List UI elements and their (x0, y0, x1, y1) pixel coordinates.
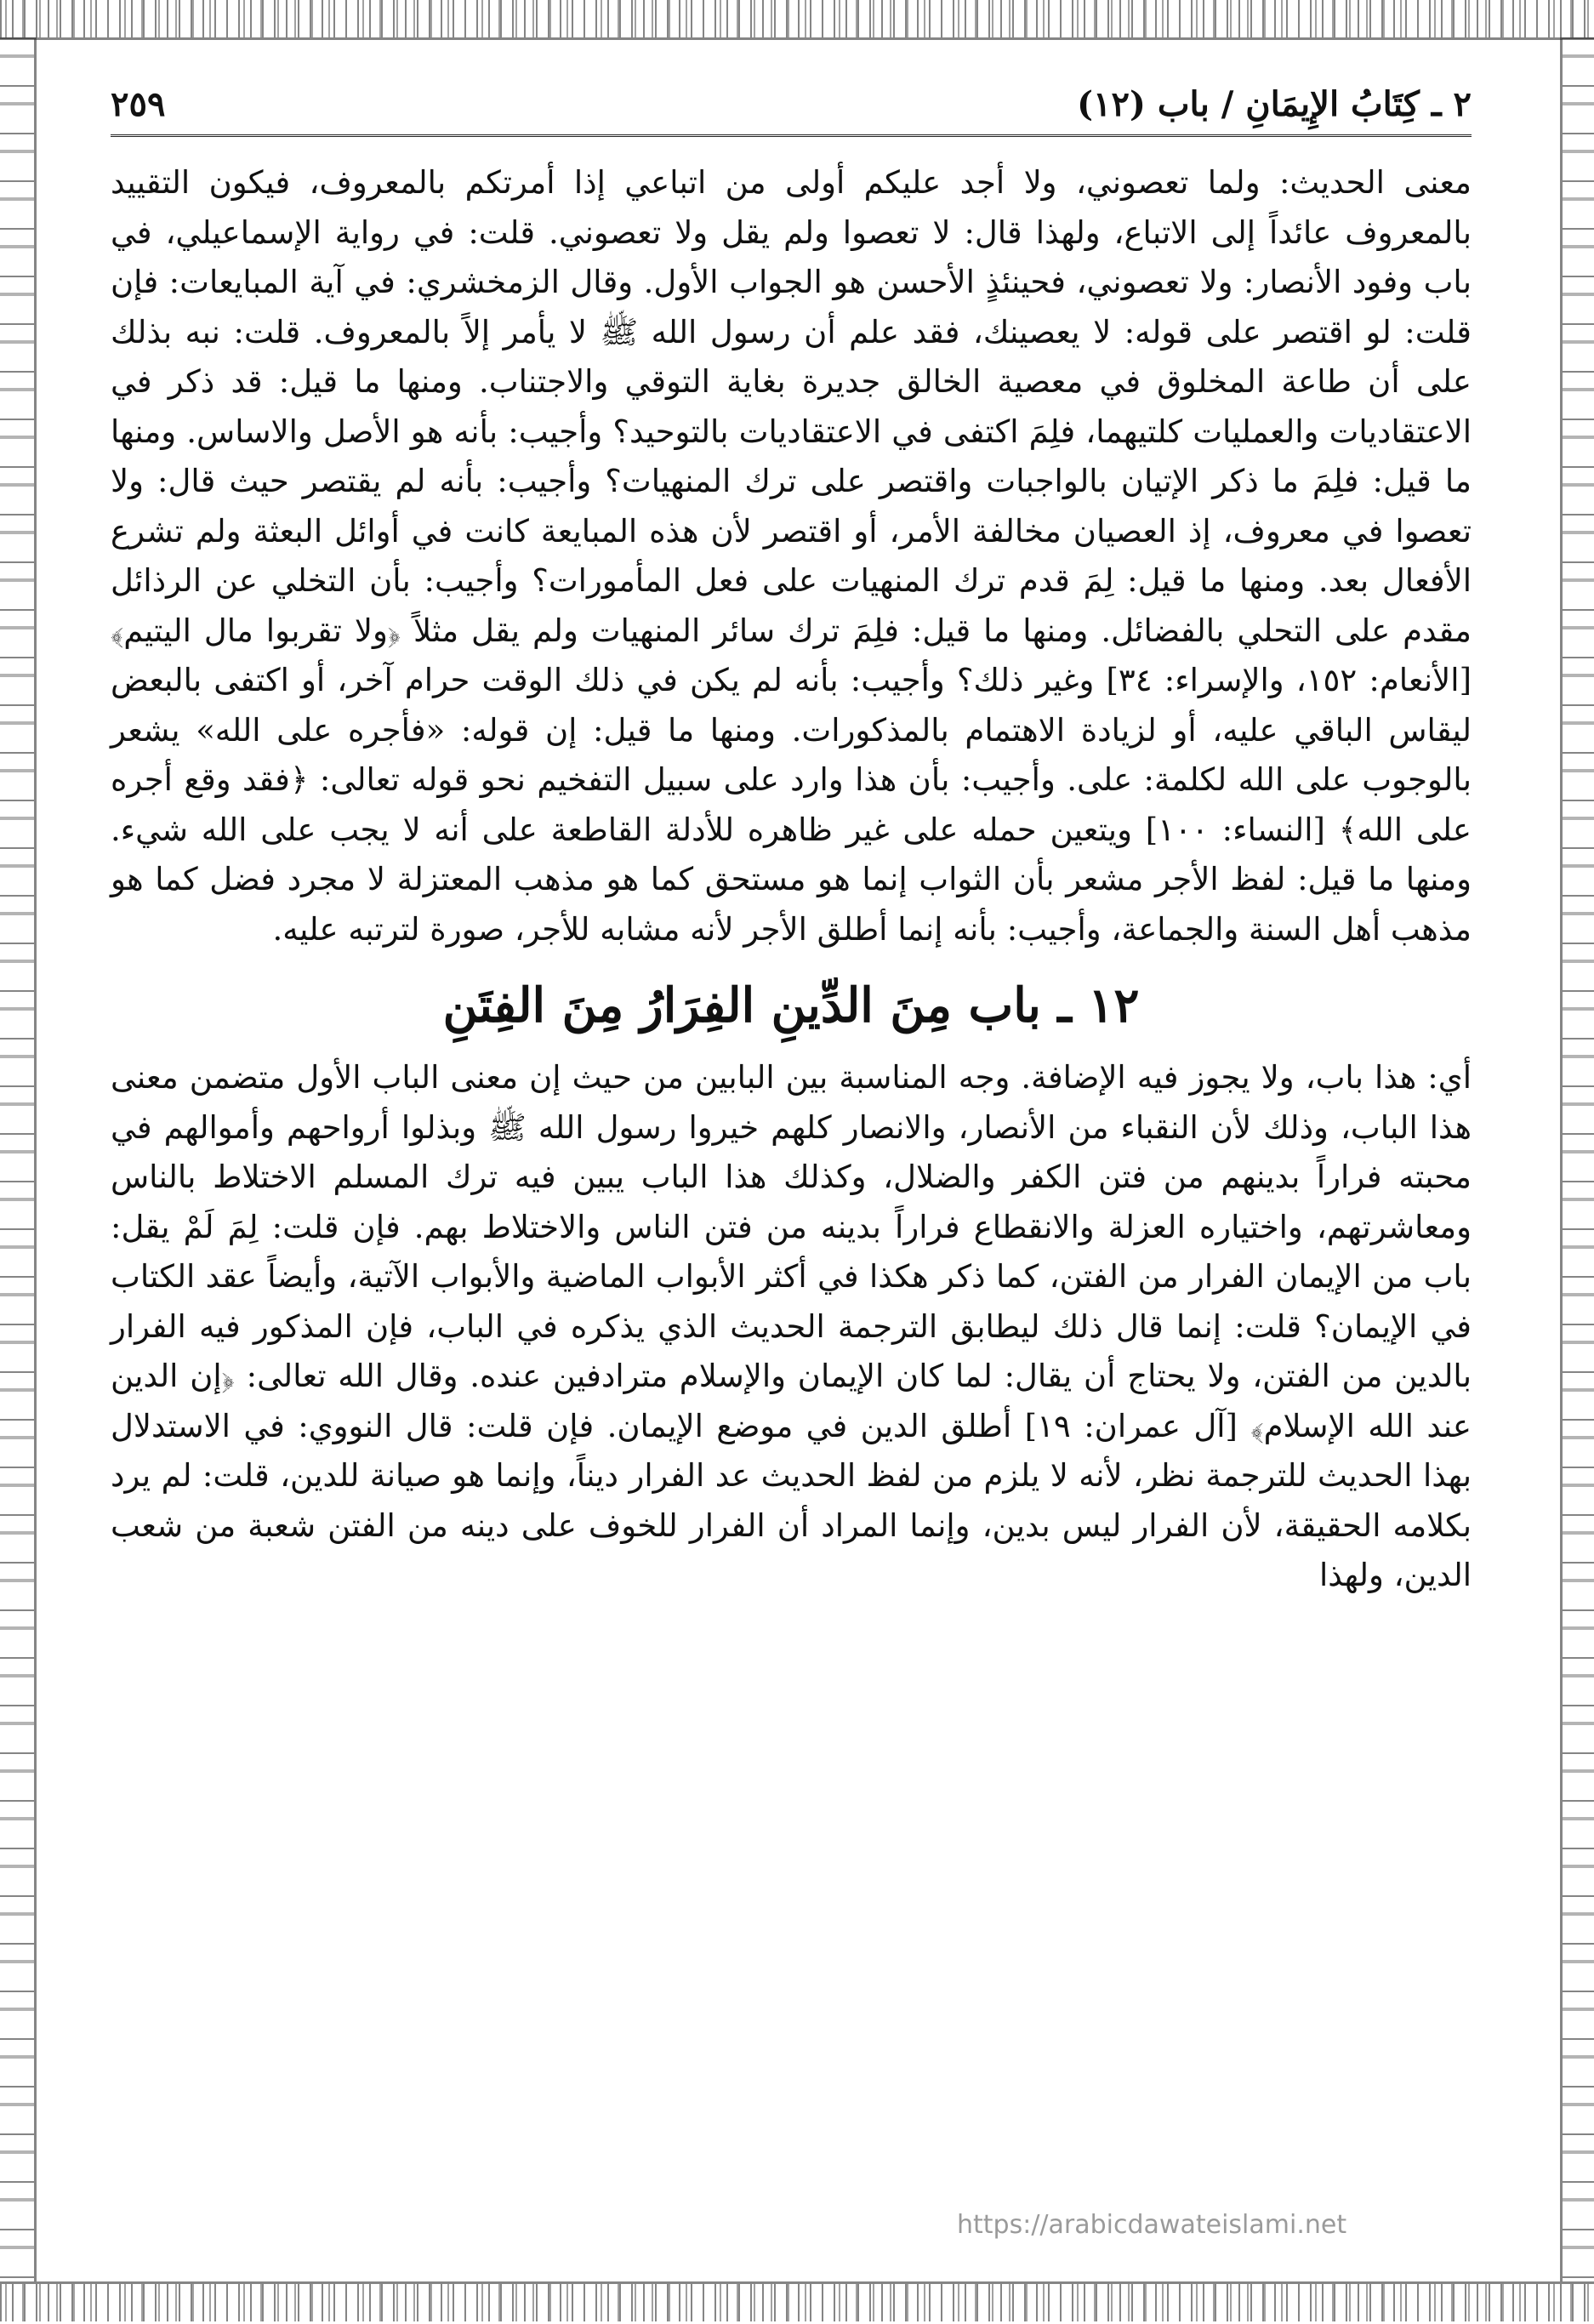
section-heading: ١٢ ـ باب مِنَ الدِّينِ الفِرَارُ مِنَ الفِتَنِ (442, 977, 1140, 1034)
chapter-title: ٢ ـ كِتَابُ الإِيمَانِ / باب (١٢) (1077, 83, 1472, 124)
ornamental-border-bottom (0, 2281, 1594, 2321)
book-page (111, 73, 1472, 2251)
ornamental-border-right (1560, 37, 1594, 2281)
page-number: ٢٥٩ (111, 83, 166, 124)
running-header (111, 73, 1472, 137)
ornamental-border-top (0, 0, 1594, 40)
watermark-url: https://arabicdawateislami.net (957, 2210, 1347, 2240)
section-paragraph: أي: هذا باب، ولا يجوز فيه الإضافة. وجه المناسبة بين البابين من حيث إن معنى الباب الأول متضمن معنى هذا الباب، وذلك لأن النقباء من الأنصار، والانصار كلهم خيروا رسول الله ﷺ وبذلوا أرواحهم وأموالهم في محبته فراراً بدينهم من فتن الكفر والضلال، وكذلك هذا الباب يبين فيه ترك المسلم الاختلاط بالناس ومعاشرتهم، واختياره العزلة والانقطاع فراراً بدينه من فتن الناس والاختلاط بهم. فإن قلت: لِمَ لَمْ يقل: باب من الإيمان الفرار من الفتن، كما ذكر هكذا في أكثر الأبواب الماضية والأبواب الآتية، وأيضاً عقد الكتاب في الإيمان؟ قلت: إنما قال ذلك ليطابق الترجمة الحديث الذي يذكره في الباب، فإن المذكور فيه الفرار بالدين من الفتن، ولا يحتاج أن يقال: لما كان الإيمان والإسلام مترادفين عنده. وقال الله تعالى: ﴿إن الدين عند الله الإسلام﴾ [آل عمران: ١٩] أطلق الدين في موضع الإيمان. فإن قلت: قال النووي: في الاستدلال بهذا الحديث للترجمة نظر، لأنه لا يلزم من لفظ الحديث عد الفرار ديناً، وإنما هو صيانة للدين، قلت: لم يرد بكلامه الحقيقة، لأن الفرار ليس بدين، وإنما المراد أن الفرار للخوف على دينه من الفتن شعبة من شعب الدين، ولهذا (111, 1059, 1472, 1593)
page-body (111, 158, 1472, 1601)
ornamental-border-left (0, 37, 37, 2281)
commentary-paragraph: معنى الحديث: ولما تعصوني، ولا أجد عليكم أولى من اتباعي إذا أمرتكم بالمعروف، فيكون التقييد بالمعروف عائداً إلى الاتباع، ولهذا قال: لا تعصوا ولم يقل ولا تعصوني. قلت: في رواية الإسماعيلي، في باب وفود الأنصار: ولا تعصوني، فحينئذٍ الأحسن هو الجواب الأول. وقال الزمخشري: في آية المبايعات: فإن قلت: لو اقتصر على قوله: لا يعصينك، فقد علم أن رسول الله ﷺ لا يأمر إلاً بالمعروف. قلت: نبه بذلك على أن طاعة المخلوق في معصية الخالق جديرة بغاية التوقي والاجتناب. ومنها ما قيل: قد ذكر في الاعتقاديات والعمليات كلتيهما، فلِمَ اكتفى في الاعتقاديات بالتوحيد؟ وأجيب: بأنه هو الأصل والاساس. ومنها ما قيل: فلِمَ ما ذكر الإتيان بالواجبات واقتصر على ترك المنهيات؟ وأجيب: بأنه لم يقتصر حيث قال: ولا تعصوا في معروف، إذ العصيان مخالفة الأمر، أو اقتصر لأن هذه المبايعة كانت في أوائل البعثة ولم تشرع الأفعال بعد. ومنها ما قيل: لِمَ قدم ترك المنهيات على فعل المأمورات؟ وأجيب: بأن التخلي عن الرذائل مقدم على التحلي بالفضائل. ومنها ما قيل: فلِمَ ترك سائر المنهيات ولم يقل مثلاً ﴿ولا تقربوا مال اليتيم﴾ [الأنعام: ١٥٢، والإسراء: ٣٤] وغير ذلك؟ وأجيب: بأنه لم يكن في ذلك الوقت حرام آخر، أو اكتفى بالبعض ليقاس الباقي عليه، أو لزيادة الاهتمام بالمذكورات. ومنها ما قيل: إن قوله: «فأجره على الله» يشعر بالوجوب على الله لكلمة: على. وأجيب: بأن هذا وارد على سبيل التفخيم نحو قوله تعالى: ﴿فقد وقع أجره على الله﴾ [النساء: ١٠٠] ويتعين حمله على غير ظاهره للأدلة القاطعة على أنه لا يجب على الله شيء. ومنها ما قيل: لفظ الأجر مشعر بأن الثواب إنما هو مستحق كما هو مذهب المعتزلة لا مجرد فضل كما هو مذهب أهل السنة والجماعة، وأجيب: بأنه إنما أطلق الأجر لأنه مشابه للأجر، صورة لترتبه عليه. (111, 164, 1472, 948)
